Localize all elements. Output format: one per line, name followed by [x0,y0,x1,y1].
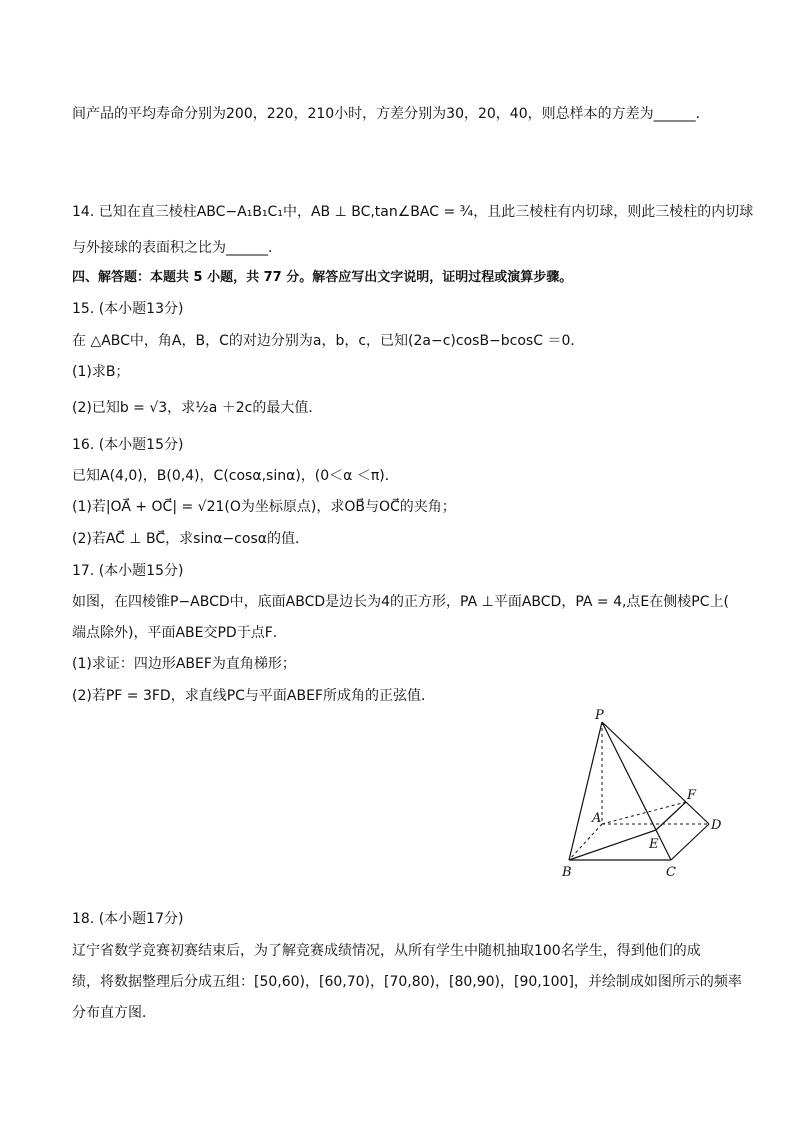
q14-text-line2: 与外接球的表面积之比为______． [72,240,282,256]
label-C: C [666,865,676,880]
label-P: P [595,708,604,723]
edge-PC [602,722,671,860]
q17-heading: 17. (本小题15分) [72,563,184,579]
q18-text-line1: 辽宁省数学竞赛初赛结束后，为了解竞赛成绩情况，从所有学生中随机抽取100名学生，得到他们的成 [72,943,701,959]
q16-part2: (2)若AC⃗ ⊥ BC⃗，求sinα−cosα的值． [72,531,309,547]
q18-text-line2: 绩，将数据整理后分成五组：[50,60)，[60,70)，[70,80)，[80,90)，[90,100]，并绘制成如图所示的频率 [72,974,742,990]
edge-BE [569,830,656,860]
q18-text-line3: 分布直方图． [72,1005,156,1021]
pyramid-figure [560,706,730,882]
label-E: E [649,837,659,852]
edge-CD [671,824,709,860]
q17-stem-line1: 如图，在四棱锥P−ABCD中，底面ABCD是边长为4的正方形，PA ⊥平面ABCD，PA = 4,点E在侧棱PC上( [72,594,729,610]
q17-stem-line2: 端点除外)，平面ABE交PD于点F． [72,625,287,641]
q17-part2: (2)若PF = 3FD，求直线PC与平面ABEF所成角的正弦值． [72,688,435,704]
q13-tail-text: 间产品的平均寿命分别为200，220，210小时，方差分别为30，20，40，则总样本的方差为______． [72,106,710,122]
q16-heading: 16. (本小题15分) [72,437,184,453]
label-A: A [592,811,602,826]
label-F: F [687,788,697,803]
section4-heading: 四、解答题：本题共 5 小题，共 77 分。解答应写出文字说明，证明过程或演算步骤。 [72,270,573,285]
q14-text-line1: 14. 已知在直三棱柱ABC−A₁B₁C₁中，AB ⊥ BC,tan∠BAC = ¾，且此三棱柱有内切球，则此三棱柱的内切球 [72,204,754,220]
q17-part1: (1)求证：四边形ABEF为直角梯形； [72,656,296,672]
edge-EF [656,802,686,830]
label-B: B [562,865,572,880]
q16-part1: (1)若|OA⃗ + OC⃗| = √21(O为坐标原点)，求OB⃗与OC⃗的夹角； [72,499,456,515]
q15-stem: 在 △ABC中，角A，B，C的对边分别为a，b，c，已知(2a−c)cosB−bcosC ＝0． [72,333,585,349]
pyramid-diagram [560,706,730,882]
edge-PB [569,722,602,860]
edge-PD [602,722,709,824]
label-D: D [711,818,722,833]
q18-heading: 18. (本小题17分) [72,911,184,927]
q16-stem: 已知A(4,0)，B(0,4)，C(cosα,sinα)，(0＜α ＜π)． [72,468,399,484]
q15-heading: 15. (本小题13分) [72,301,184,317]
q15-part1: (1)求B； [72,364,130,380]
q15-part2: (2)已知b = √3，求½a ＋2c的最大值． [72,400,323,416]
